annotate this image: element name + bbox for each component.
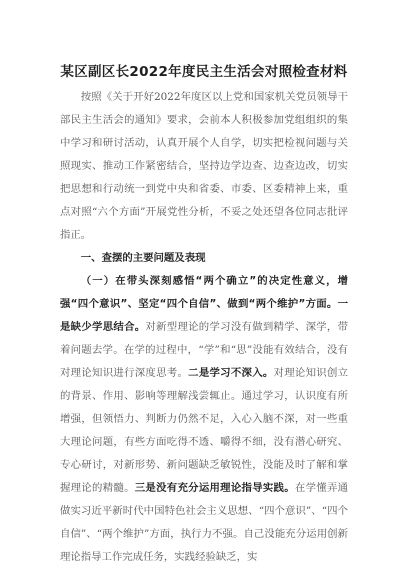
- point2-text: 对理论知识创立的背景、作用、影响等理解浅尝辄止。通过学习，认识度有所增强，但领悟力、判断力仍然不足，入心入脑不深，对一些重大理论问题，有些方面吃得不透、嚼得不细，没有潜心研究、专心研讨，对新形势、新问题缺乏敏锐性，没能及时了解和掌握理论的精髓。: [60, 367, 349, 494]
- intro-paragraph: 按照《关于开好2022年度区以上党和国家机关党员领导干部民主生活会的通知》要求，会前本人积极参加党组组织的集中学习和研讨活动，认真开展个人自学，切实把检视问题与关照现实、推动工作紧密结合，坚持边学边查、边查边改，切实把思想和行动统一到党中央和省委、市委、区委精神上来，重点对照“六个方面”开展党性分析，不妥之处还望各位同志批评指正。: [60, 91, 348, 241]
- point3-text: 在学懂弄通做实习近平新时代中国特色社会主义思想、“四个意识”、“四个自信”、“两个维护”方面，执行力不强。自己没能充分运用创新理论指导工作完成任务，实践经验缺乏，实: [60, 482, 349, 563]
- point1-text: 对新型理论的学习没有做到精学、深学，带着问题去学。在学的过程中，“学”和“思”没能有效结合，没有对理论知识进行深度思考。: [60, 321, 349, 379]
- section-heading: 一、查摆的主要问题及表现: [80, 252, 206, 264]
- document-title: 某区副区长2022年度民主生活会对照检查材料: [60, 64, 348, 80]
- sub-heading: （一）在带头深刻感悟“两个确立”的决定性意义，增强“四个意识”、坚定“四个自信”、做到“两个维护”方面。: [60, 275, 348, 310]
- point3-label: 三是没有充分运用理论指导实践。: [134, 482, 295, 494]
- point1-label: 一是缺少学思结合。: [60, 298, 348, 333]
- section-paragraph: [60, 270, 348, 569]
- point2-label: 二是学习不深入。: [188, 367, 274, 379]
- document-body: [60, 86, 348, 569]
